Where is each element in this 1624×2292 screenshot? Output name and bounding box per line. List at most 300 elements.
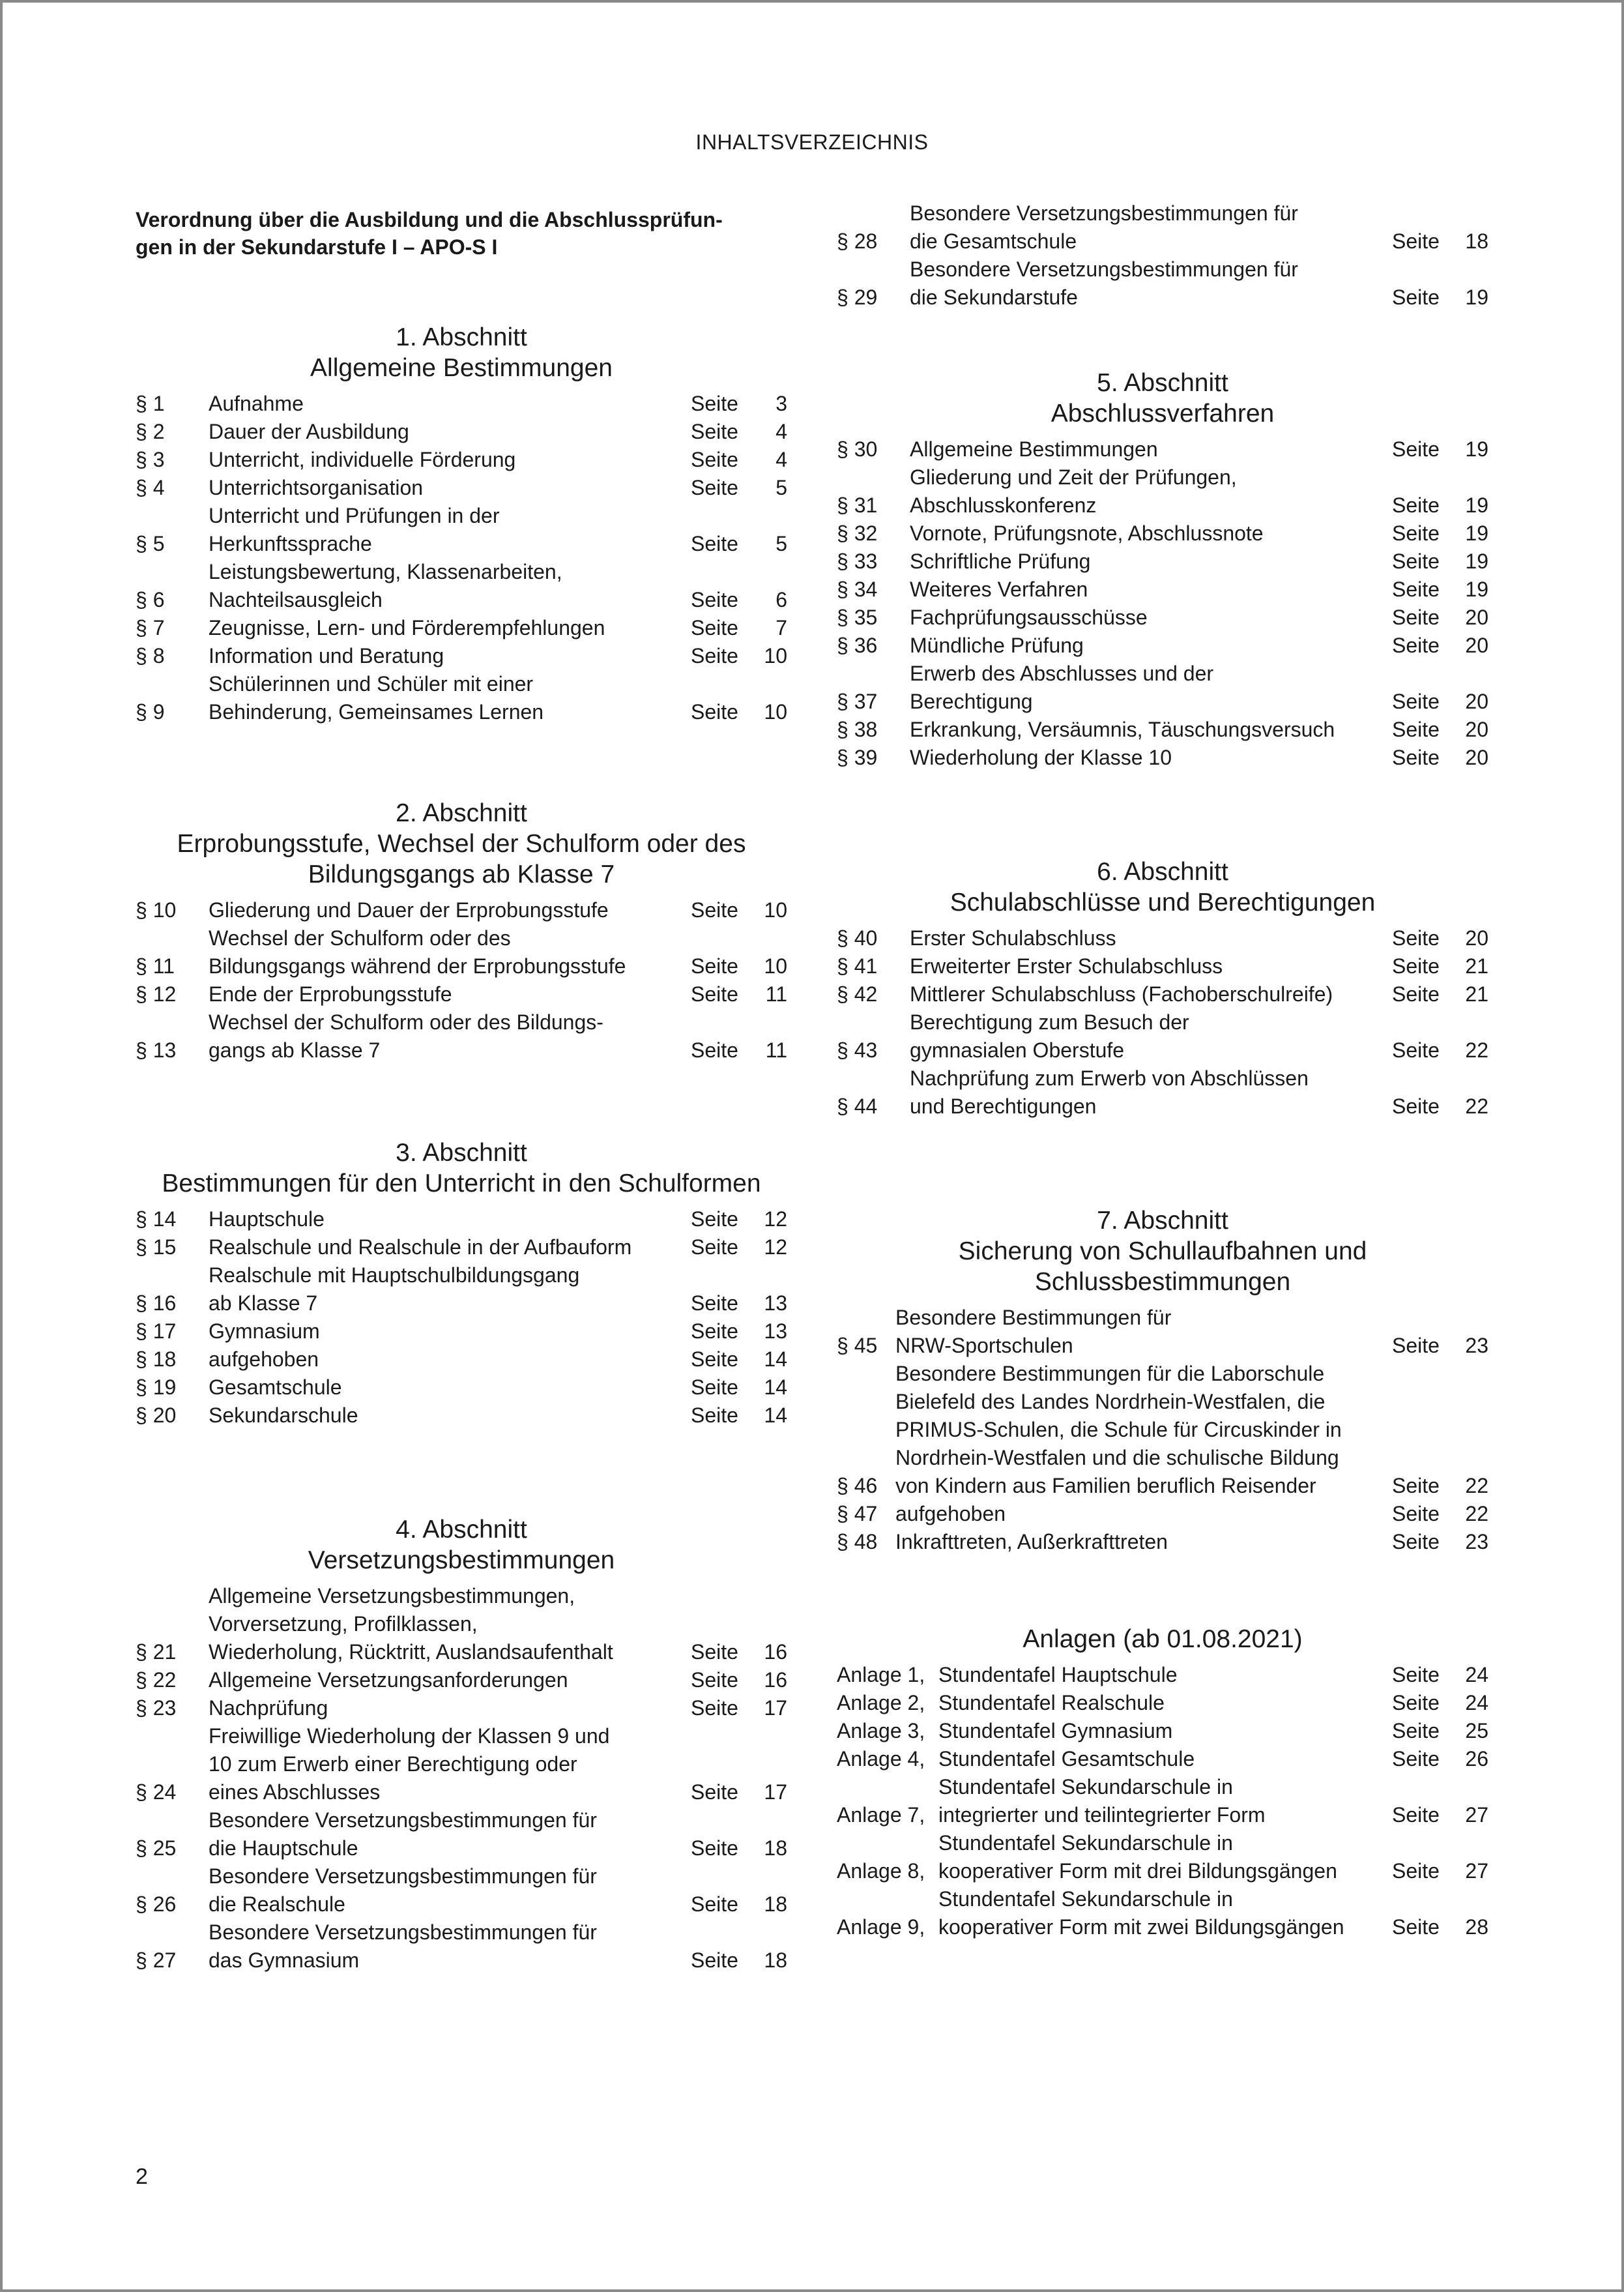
toc-paragraph-number: § 42 xyxy=(837,982,878,1006)
toc-paragraph-number: § 9 xyxy=(136,700,165,724)
toc-entry xyxy=(136,418,787,446)
toc-entry-title: Information und Beratung xyxy=(209,644,444,668)
toc-entry-title: Realschule mit Hauptschulbildungsgang ab Klasse 7 xyxy=(209,1263,580,1315)
toc-paragraph-number: § 34 xyxy=(837,578,878,601)
toc-page-number: 18 xyxy=(764,1892,787,1916)
toc-paragraph-number: § 28 xyxy=(837,229,878,253)
toc-entry xyxy=(136,980,787,1008)
toc-seite-label: Seite xyxy=(691,532,738,555)
toc-page-number: 5 xyxy=(776,476,787,499)
toc-entry-title: Unterricht und Prüfungen in der Herkunftssprache xyxy=(209,504,500,555)
toc-seite-label: Seite xyxy=(691,1207,738,1231)
toc-entry-title: Erkrankung, Versäumnis, Täuschungsversuch xyxy=(910,718,1335,741)
toc-entry-title: Sekundarschule xyxy=(209,1403,358,1427)
toc-entry xyxy=(136,1862,787,1918)
toc-paragraph-number: § 27 xyxy=(136,1948,177,1972)
toc-seite-label: Seite xyxy=(691,448,738,471)
section-3 xyxy=(136,1138,787,1430)
toc-entry-title: Schülerinnen und Schüler mit einer Behinderung, Gemeinsames Lernen xyxy=(209,672,544,724)
toc-paragraph-number: § 36 xyxy=(837,634,878,657)
toc-entry xyxy=(837,1885,1488,1941)
toc-table xyxy=(136,390,787,726)
toc-page-number: 27 xyxy=(1465,1803,1488,1827)
toc-seite-label: Seite xyxy=(691,420,738,443)
toc-entry xyxy=(837,1689,1488,1717)
toc-seite-label: Seite xyxy=(1392,1747,1440,1770)
toc-seite-label: Seite xyxy=(1392,550,1440,573)
toc-page-number: 20 xyxy=(1465,690,1488,713)
toc-paragraph-number: § 20 xyxy=(136,1403,177,1427)
toc-seite-label: Seite xyxy=(691,392,738,415)
toc-seite-label: Seite xyxy=(691,1696,738,1720)
toc-seite-label: Seite xyxy=(691,476,738,499)
toc-body xyxy=(837,1661,1488,1941)
section-7 xyxy=(837,1205,1488,1556)
toc-page-number: 18 xyxy=(764,1836,787,1860)
toc-seite-label: Seite xyxy=(691,616,738,639)
toc-entry xyxy=(136,670,787,726)
toc-paragraph-number: § 30 xyxy=(837,437,878,461)
toc-page-number: 28 xyxy=(1465,1915,1488,1939)
toc-page-number: 16 xyxy=(764,1668,787,1692)
toc-page-number: 13 xyxy=(764,1291,787,1315)
toc-entry-title: Gymnasium xyxy=(209,1319,320,1343)
toc-entry xyxy=(136,642,787,670)
toc-entry xyxy=(837,548,1488,576)
toc-entry-title: Besondere Versetzungsbestimmungen für die Gesamtschule xyxy=(910,201,1298,253)
toc-entry-title: aufgehoben xyxy=(209,1347,319,1371)
section-title: Anlagen (ab 01.08.2021) xyxy=(1022,1625,1303,1653)
toc-page-number: 26 xyxy=(1465,1747,1488,1770)
toc-seite-label: Seite xyxy=(1392,690,1440,713)
toc-seite-label: Seite xyxy=(1392,606,1440,629)
toc-entry-title: Erster Schulabschluss xyxy=(910,926,1116,950)
toc-page-number: 13 xyxy=(764,1319,787,1343)
toc-seite-label: Seite xyxy=(1392,1334,1440,1357)
toc-entry xyxy=(837,576,1488,604)
toc-entry-title: Zeugnisse, Lern- und Förderempfehlungen xyxy=(209,616,605,639)
toc-entry-title: Erweiterter Erster Schulabschluss xyxy=(910,954,1223,978)
toc-entry xyxy=(837,199,1488,256)
page-number: 2 xyxy=(136,2164,148,2189)
toc-seite-label: Seite xyxy=(1392,1719,1440,1742)
toc-entry-title: Hauptschule xyxy=(209,1207,325,1231)
toc-entry-title: Wechsel der Schulform oder des Bildungsgangs während der Erprobungsstufe xyxy=(209,926,626,978)
toc-table xyxy=(837,1304,1488,1556)
toc-entry xyxy=(837,520,1488,548)
toc-entry xyxy=(837,744,1488,772)
toc-entry xyxy=(837,1360,1488,1500)
toc-seite-label: Seite xyxy=(691,1375,738,1399)
toc-body xyxy=(136,896,787,1065)
toc-page-number: 22 xyxy=(1465,1095,1488,1118)
toc-entry-title: Stundentafel Gymnasium xyxy=(938,1719,1173,1742)
toc-seite-label: Seite xyxy=(1392,718,1440,741)
toc-paragraph-number: § 14 xyxy=(136,1207,177,1231)
toc-page-number: 12 xyxy=(764,1207,787,1231)
toc-seite-label: Seite xyxy=(691,954,738,978)
toc-entry-title: Ende der Erprobungsstufe xyxy=(209,982,452,1006)
toc-page-number: 17 xyxy=(764,1780,787,1804)
toc-entry xyxy=(837,1745,1488,1773)
toc-entry-title: Dauer der Ausbildung xyxy=(209,420,409,443)
left-column xyxy=(136,198,787,1975)
toc-page-number: 23 xyxy=(1465,1334,1488,1357)
toc-paragraph-number: § 17 xyxy=(136,1319,177,1343)
toc-entry xyxy=(136,390,787,418)
toc-page-number: 11 xyxy=(765,982,787,1006)
toc-seite-label: Seite xyxy=(1392,229,1440,253)
toc-page-number: 20 xyxy=(1465,746,1488,769)
toc-page-number: 14 xyxy=(764,1347,787,1371)
toc-entry xyxy=(837,980,1488,1008)
toc-body xyxy=(136,390,787,726)
toc-entry xyxy=(837,1661,1488,1689)
toc-entry xyxy=(837,716,1488,744)
toc-page-number: 19 xyxy=(1465,437,1488,461)
toc-paragraph-number: § 38 xyxy=(837,718,878,741)
toc-body xyxy=(837,924,1488,1121)
toc-page-number: 5 xyxy=(776,532,787,555)
toc-paragraph-number: § 7 xyxy=(136,616,165,639)
toc-page-number: 24 xyxy=(1465,1691,1488,1714)
toc-entry-title: Berechtigung zum Besuch der gymnasialen Oberstufe xyxy=(910,1010,1189,1062)
toc-entry-title: Mündliche Prüfung xyxy=(910,634,1084,657)
toc-paragraph-number: § 19 xyxy=(136,1375,177,1399)
toc-page-number: 24 xyxy=(1465,1663,1488,1686)
toc-entry xyxy=(136,896,787,924)
toc-entry xyxy=(837,435,1488,463)
toc-entry xyxy=(136,1233,787,1261)
toc-entry xyxy=(136,1918,787,1975)
toc-entry-title: Vornote, Prüfungsnote, Abschlussnote xyxy=(910,522,1264,545)
toc-paragraph-number: Anlage 4, xyxy=(837,1747,925,1770)
section-title: 4. Abschnitt Versetzungsbestimmungen xyxy=(308,1516,615,1574)
toc-body xyxy=(837,1304,1488,1556)
toc-entry-title: Unterricht, individuelle Förderung xyxy=(209,448,516,471)
toc-paragraph-number: § 8 xyxy=(136,644,165,668)
page-title: INHALTSVERZEICHNIS xyxy=(695,130,929,154)
toc-table xyxy=(136,1205,787,1430)
toc-entry-title: Stundentafel Hauptschule xyxy=(938,1663,1178,1686)
section-5 xyxy=(837,368,1488,772)
toc-paragraph-number: § 43 xyxy=(837,1038,878,1062)
toc-seite-label: Seite xyxy=(1392,522,1440,545)
toc-page-number: 19 xyxy=(1465,578,1488,601)
toc-paragraph-number: § 44 xyxy=(837,1095,878,1118)
toc-seite-label: Seite xyxy=(691,1640,738,1664)
toc-table-continued xyxy=(837,199,1488,312)
toc-paragraph-number: § 47 xyxy=(837,1502,878,1525)
toc-paragraph-number: § 6 xyxy=(136,588,165,611)
toc-entry-title: Gliederung und Zeit der Prüfungen, Abschlusskonferenz xyxy=(910,465,1237,517)
toc-entry-title: Weiteres Verfahren xyxy=(910,578,1088,601)
toc-entry xyxy=(136,1806,787,1862)
toc-page-number: 19 xyxy=(1465,286,1488,309)
toc-paragraph-number: § 29 xyxy=(837,286,878,309)
toc-paragraph-number: § 35 xyxy=(837,606,878,629)
toc-seite-label: Seite xyxy=(691,898,738,922)
toc-paragraph-number: § 18 xyxy=(136,1347,177,1371)
toc-entry xyxy=(837,1065,1488,1121)
toc-paragraph-number: Anlage 2, xyxy=(837,1691,925,1714)
toc-page-number: 10 xyxy=(764,700,787,724)
toc-seite-label: Seite xyxy=(691,1892,738,1916)
section-1 xyxy=(136,322,787,726)
toc-seite-label: Seite xyxy=(691,1780,738,1804)
toc-entry-title: Leistungsbewertung, Klassenarbeiten, Nachteilsausgleich xyxy=(209,560,562,611)
toc-entry-title: Freiwillige Wiederholung der Klassen 9 und 10 zum Erwerb einer Berechtigung oder eines Abschlusses xyxy=(209,1724,610,1804)
toc-seite-label: Seite xyxy=(1392,746,1440,769)
toc-entry xyxy=(136,474,787,502)
toc-entry-title: Gesamtschule xyxy=(209,1375,342,1399)
toc-seite-label: Seite xyxy=(691,982,738,1006)
toc-entry xyxy=(837,660,1488,716)
toc-page-number: 7 xyxy=(776,616,787,639)
toc-paragraph-number: § 33 xyxy=(837,550,878,573)
toc-entry-title: Unterrichtsorganisation xyxy=(209,476,424,499)
toc-paragraph-number: Anlage 3, xyxy=(837,1719,925,1742)
toc-page-number: 18 xyxy=(1465,229,1488,253)
toc-table xyxy=(837,435,1488,772)
toc-paragraph-number: § 39 xyxy=(837,746,878,769)
toc-entry-title: Nachprüfung zum Erwerb von Abschlüssen und Berechtigungen xyxy=(910,1066,1309,1118)
section-anlagen xyxy=(837,1624,1488,1941)
toc-entry-title: Stundentafel Gesamtschule xyxy=(938,1747,1195,1770)
toc-entry xyxy=(837,1717,1488,1745)
toc-page-number: 21 xyxy=(1465,954,1488,978)
toc-entry-title: Schriftliche Prüfung xyxy=(910,550,1091,573)
toc-seite-label: Seite xyxy=(691,1235,738,1259)
toc-page-number: 4 xyxy=(776,448,787,471)
toc-page-number: 25 xyxy=(1465,1719,1488,1742)
toc-entry-title: Besondere Versetzungsbestimmungen für die Realschule xyxy=(209,1864,597,1916)
toc-entry-title: Mittlerer Schulabschluss (Fachoberschulreife) xyxy=(910,982,1333,1006)
toc-page-number: 3 xyxy=(776,392,787,415)
toc-seite-label: Seite xyxy=(1392,954,1440,978)
toc-entry-title: Stundentafel Sekundarschule in kooperativer Form mit drei Bildungsgängen xyxy=(938,1831,1337,1883)
toc-entry-title: aufgehoben xyxy=(895,1502,1006,1525)
toc-body xyxy=(136,1582,787,1975)
toc-entry-title: Nachprüfung xyxy=(209,1696,328,1720)
toc-table xyxy=(837,1661,1488,1941)
toc-seite-label: Seite xyxy=(1392,1474,1440,1497)
toc-paragraph-number: § 22 xyxy=(136,1668,177,1692)
toc-entry-title: Inkrafttreten, Außerkrafttreten xyxy=(895,1530,1168,1553)
toc-paragraph-number: § 25 xyxy=(136,1836,177,1860)
toc-page-number: 19 xyxy=(1465,522,1488,545)
toc-seite-label: Seite xyxy=(691,700,738,724)
toc-page-number: 20 xyxy=(1465,718,1488,741)
toc-paragraph-number: § 37 xyxy=(837,690,878,713)
section-title: 1. Abschnitt Allgemeine Bestimmungen xyxy=(310,323,613,382)
toc-entry xyxy=(136,502,787,558)
toc-page-number: 19 xyxy=(1465,550,1488,573)
toc-paragraph-number: § 11 xyxy=(136,954,175,978)
toc-paragraph-number: § 46 xyxy=(837,1474,878,1497)
toc-entry xyxy=(837,256,1488,312)
toc-seite-label: Seite xyxy=(691,1347,738,1371)
toc-page-number: 10 xyxy=(764,954,787,978)
toc-paragraph-number: § 15 xyxy=(136,1235,177,1259)
toc-seite-label: Seite xyxy=(1392,437,1440,461)
toc-paragraph-number: § 45 xyxy=(837,1334,878,1357)
toc-entry xyxy=(837,1829,1488,1885)
toc-seite-label: Seite xyxy=(691,588,738,611)
toc-seite-label: Seite xyxy=(691,1291,738,1315)
toc-paragraph-number: § 10 xyxy=(136,898,177,922)
section-title: 6. Abschnitt Schulabschlüsse und Berechtigungen xyxy=(950,858,1376,917)
toc-seite-label: Seite xyxy=(1392,286,1440,309)
toc-paragraph-number: § 32 xyxy=(837,522,878,545)
toc-page-number: 6 xyxy=(776,588,787,611)
toc-page-number: 20 xyxy=(1465,634,1488,657)
toc-paragraph-number: § 41 xyxy=(837,954,878,978)
toc-entry-title: Aufnahme xyxy=(209,392,304,415)
toc-table xyxy=(136,896,787,1065)
toc-entry-title: Besondere Bestimmungen für NRW-Sportschulen xyxy=(895,1306,1172,1357)
toc-paragraph-number: § 13 xyxy=(136,1038,177,1062)
toc-seite-label: Seite xyxy=(1392,1663,1440,1686)
toc-entry xyxy=(136,1317,787,1345)
toc-entry xyxy=(136,446,787,474)
toc-entry xyxy=(837,952,1488,980)
toc-paragraph-number: Anlage 7, xyxy=(837,1803,925,1827)
toc-entry xyxy=(136,614,787,642)
toc-paragraph-number: Anlage 1, xyxy=(837,1663,925,1686)
toc-entry-title: Besondere Versetzungsbestimmungen für die Sekundarstufe xyxy=(910,257,1298,309)
toc-seite-label: Seite xyxy=(1392,493,1440,517)
toc-entry-title: Allgemeine Bestimmungen xyxy=(910,437,1158,461)
toc-page-number: 22 xyxy=(1465,1474,1488,1497)
toc-entry-title: Stundentafel Sekundarschule in kooperativer Form mit zwei Bildungsgängen xyxy=(938,1887,1344,1939)
toc-page-number: 20 xyxy=(1465,926,1488,950)
section-title: 5. Abschnitt Abschlussverfahren xyxy=(1051,369,1275,428)
toc-entry-title: Fachprüfungsausschüsse xyxy=(910,606,1148,629)
toc-seite-label: Seite xyxy=(1392,1095,1440,1118)
toc-page-number: 14 xyxy=(764,1403,787,1427)
toc-seite-label: Seite xyxy=(691,1319,738,1343)
toc-page-number: 10 xyxy=(764,644,787,668)
toc-seite-label: Seite xyxy=(1392,982,1440,1006)
toc-seite-label: Seite xyxy=(691,1948,738,1972)
toc-entry xyxy=(837,463,1488,520)
toc-entry xyxy=(136,1008,787,1065)
toc-seite-label: Seite xyxy=(691,1836,738,1860)
toc-paragraph-number: § 31 xyxy=(837,493,878,517)
toc-entry-title: Wechsel der Schulform oder des Bildungs- gangs ab Klasse 7 xyxy=(209,1010,603,1062)
toc-paragraph-number: § 40 xyxy=(837,926,878,950)
toc-page-number: 20 xyxy=(1465,606,1488,629)
toc-entry xyxy=(136,1694,787,1722)
toc-entry xyxy=(136,1345,787,1374)
toc-page-number: 22 xyxy=(1465,1502,1488,1525)
section-2 xyxy=(136,798,787,1065)
toc-entry xyxy=(136,1261,787,1317)
toc-seite-label: Seite xyxy=(1392,1530,1440,1553)
toc-entry-title: Besondere Bestimmungen für die Laborschule Bielefeld des Landes Nordrhein-Westfalen, die PRIMUS-Schulen, die Schule für Circuskinder in Nordrhein-Westfalen und die schulische Bildung von Kindern aus Familien beruflich Reisender xyxy=(895,1362,1342,1497)
toc-paragraph-number: § 21 xyxy=(136,1640,177,1664)
toc-paragraph-number: § 3 xyxy=(136,448,165,471)
toc-page-number: 14 xyxy=(764,1375,787,1399)
toc-paragraph-number: Anlage 8, xyxy=(837,1859,925,1883)
toc-page-number: 23 xyxy=(1465,1530,1488,1553)
toc-entry-title: Realschule und Realschule in der Aufbauform xyxy=(209,1235,632,1259)
toc-paragraph-number: Anlage 9, xyxy=(837,1915,925,1939)
section-4 xyxy=(136,1514,787,1975)
toc-seite-label: Seite xyxy=(1392,578,1440,601)
toc-entry xyxy=(136,1722,787,1806)
toc-entry xyxy=(837,632,1488,660)
toc-paragraph-number: § 26 xyxy=(136,1892,177,1916)
toc-paragraph-number: § 23 xyxy=(136,1696,177,1720)
toc-paragraph-number: § 48 xyxy=(837,1530,878,1553)
toc-paragraph-number: § 5 xyxy=(136,532,165,555)
toc-paragraph-number: § 12 xyxy=(136,982,177,1006)
toc-seite-label: Seite xyxy=(1392,1859,1440,1883)
toc-entry-title: Erwerb des Abschlusses und der Berechtigung xyxy=(910,662,1214,713)
toc-entry xyxy=(136,1374,787,1402)
toc-paragraph-number: § 1 xyxy=(136,392,165,415)
toc-table xyxy=(136,1582,787,1975)
toc-entry xyxy=(136,1666,787,1694)
toc-body xyxy=(837,199,1488,312)
toc-entry xyxy=(837,604,1488,632)
document-heading: Verordnung über die Ausbildung und die Abschlussprüfun- gen in der Sekundarstufe I – APO-S I xyxy=(136,208,723,259)
toc-entry xyxy=(837,1500,1488,1528)
right-column xyxy=(837,199,1488,1941)
section-title: 7. Abschnitt Sicherung von Schullaufbahnen und Schlussbestimmungen xyxy=(958,1207,1367,1296)
toc-entry xyxy=(136,558,787,614)
toc-seite-label: Seite xyxy=(1392,1038,1440,1062)
toc-page-number: 21 xyxy=(1465,982,1488,1006)
section-title: 2. Abschnitt Erprobungsstufe, Wechsel der Schulform oder des Bildungsgangs ab Klasse 7 xyxy=(177,799,746,889)
toc-seite-label: Seite xyxy=(1392,1803,1440,1827)
toc-body xyxy=(837,435,1488,772)
toc-entry-title: Allgemeine Versetzungsanforderungen xyxy=(209,1668,568,1692)
toc-page-number: 18 xyxy=(764,1948,787,1972)
toc-entry xyxy=(837,1304,1488,1360)
toc-paragraph-number: § 2 xyxy=(136,420,165,443)
toc-seite-label: Seite xyxy=(691,644,738,668)
toc-page-number: 12 xyxy=(764,1235,787,1259)
toc-entry-title: Allgemeine Versetzungsbestimmungen, Vorversetzung, Profilklassen, Wiederholung, Rücktritt, Auslandsaufenthalt xyxy=(209,1584,613,1664)
toc-page-number: 16 xyxy=(764,1640,787,1664)
toc-seite-label: Seite xyxy=(691,1038,738,1062)
toc-page-number: 10 xyxy=(764,898,787,922)
toc-entry-title: Stundentafel Sekundarschule in integrierter und teilintegrierter Form xyxy=(938,1775,1266,1827)
toc-seite-label: Seite xyxy=(1392,1915,1440,1939)
toc-entry-title: Besondere Versetzungsbestimmungen für das Gymnasium xyxy=(209,1920,597,1972)
toc-entry xyxy=(136,1402,787,1430)
toc-page-number: 4 xyxy=(776,420,787,443)
toc-entry-title: Stundentafel Realschule xyxy=(938,1691,1165,1714)
toc-entry xyxy=(837,924,1488,952)
toc-entry-title: Wiederholung der Klasse 10 xyxy=(910,746,1172,769)
toc-table xyxy=(837,924,1488,1121)
toc-entry xyxy=(837,1528,1488,1556)
toc-entry xyxy=(837,1773,1488,1829)
toc-seite-label: Seite xyxy=(1392,1502,1440,1525)
toc-entry-title: Gliederung und Dauer der Erprobungsstufe xyxy=(209,898,609,922)
toc-seite-label: Seite xyxy=(1392,926,1440,950)
toc-entry xyxy=(136,1205,787,1233)
toc-seite-label: Seite xyxy=(1392,1691,1440,1714)
toc-page-number: 19 xyxy=(1465,493,1488,517)
section-title: 3. Abschnitt Bestimmungen für den Unterricht in den Schulformen xyxy=(162,1139,761,1197)
toc-body xyxy=(136,1205,787,1430)
toc-entry xyxy=(837,1008,1488,1065)
